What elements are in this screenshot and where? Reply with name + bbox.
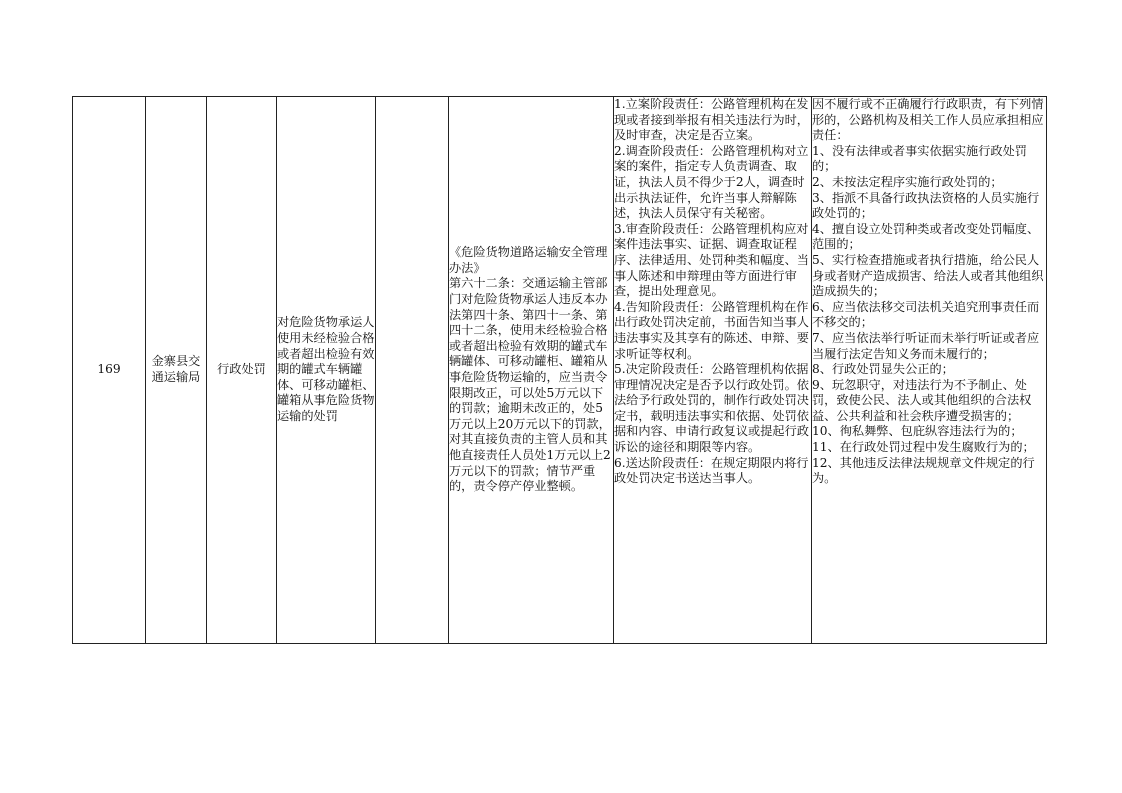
responsibility-item: 1.立案阶段责任：公路管理机构在发现或者接到举报有相关违法行为时，及时审查，决定是否立案。 <box>614 97 809 143</box>
accountability-item: 10、徇私舞弊、包庇纵容违法行为的； <box>812 424 1023 439</box>
accountability-item: 7、应当依法举行听证而未举行听证或者应当履行法定告知义务而未履行的； <box>812 330 1040 361</box>
sub-item-cell <box>376 97 449 644</box>
responsibility-item: 5.决定阶段责任：公路管理机构依据审理情况决定是否予以行政处罚。依法给予行政处罚的，制作行政处罚决定书，载明违法事实和依据、处罚依据和内容、申请行政复议或提起行政诉讼的途径和期限等内容。 <box>614 362 809 455</box>
accountability-item: 5、实行检查措施或者执行措施，给公民人身或者财产造成损害、给法人或者其他组织造成损失的； <box>812 252 1044 299</box>
accountability-intro: 因不履行或不正确履行行政职责，有下列情形的，公路机构及相关工作人员应承担相应责任： <box>812 97 1044 143</box>
accountability-item: 8、行政处罚显失公正的； <box>812 362 954 377</box>
responsibility-item: 6.送达阶段责任：在规定期限内将行政处罚决定书送达当事人。 <box>614 455 809 486</box>
power-category-cell: 行政处罚 <box>207 97 277 644</box>
responsibility-item: 2.调查阶段责任：公路管理机构对立案的案件，指定专人负责调查、取证，执法人员不得少于2人，调查时出示执法证件，允许当事人辩解陈述，执法人员保守有关秘密。 <box>614 143 809 221</box>
responsibility-item: 4.告知阶段责任：公路管理机构在作出行政处罚决定前，书面告知当事人违法事实及其享有的陈述、申辩、要求听证等权利。 <box>614 299 809 361</box>
department-cell: 金寨县交通运输局 <box>146 97 207 644</box>
row-number: 169 <box>73 97 146 644</box>
accountability-cell <box>812 97 1047 644</box>
legal-basis-article: 第六十二条：交通运输主管部门对危险货物承运人违反本办法第四十条、第四十一条、第四十二条，使用未经检验合格或者超出检验有效期的罐式车辆罐体、可移动罐柜、罐箱从事危险货物运输的，应当责令限期改正，可以处5万元以下的罚款；逾期未改正的，处5万元以上20万元以下的罚款，对其直接负责的主管人员和其他直接责任人员处1万元以上2万元以下的罚款；情节严重的，责令停产停业整顿。 <box>449 276 611 494</box>
legal-basis-cell <box>449 97 614 644</box>
responsibility-list <box>614 97 811 642</box>
accountability-item: 3、指派不具备行政执法资格的人员实施行政处罚的； <box>812 190 1040 221</box>
responsibility-item: 3.审查阶段责任：公路管理机构应对案件违法事实、证据、调查取证程序、法律适用、处罚种类和幅度、当事人陈述和申辩理由等方面进行审查，提出处理意见。 <box>614 221 809 299</box>
accountability-item: 12、其他违反法律法规规章文件规定的行为。 <box>812 455 1035 486</box>
accountability-item: 11、在行政处罚过程中发生腐败行为的； <box>812 440 1035 455</box>
accountability-item: 1、没有法律或者事实依据实施行政处罚的； <box>812 143 1027 174</box>
responsibility-cell <box>614 97 812 644</box>
table-row <box>73 97 1047 644</box>
accountability-item: 2、未按法定程序实施行政处罚的； <box>812 174 1003 189</box>
power-list-table <box>72 96 1047 644</box>
accountability-item: 6、应当依法移交司法机关追究刑事责任而不移交的； <box>812 299 1040 330</box>
accountability-item: 9、玩忽职守，对违法行为不予制止、处罚，致使公民、法人或其他组织的合法权益、公共利益和社会秩序遭受损害的； <box>812 377 1032 423</box>
accountability-item: 4、擅自设立处罚种类或者改变处罚幅度、范围的； <box>812 221 1040 252</box>
item-name-cell: 对危险货物承运人使用未经检验合格或者超出检验有效期的罐式车辆罐体、可移动罐柜、罐箱从事危险货物运输的处罚 <box>277 97 376 644</box>
legal-basis-title: 《危险货物道路运输安全管理办法》 <box>449 245 608 275</box>
